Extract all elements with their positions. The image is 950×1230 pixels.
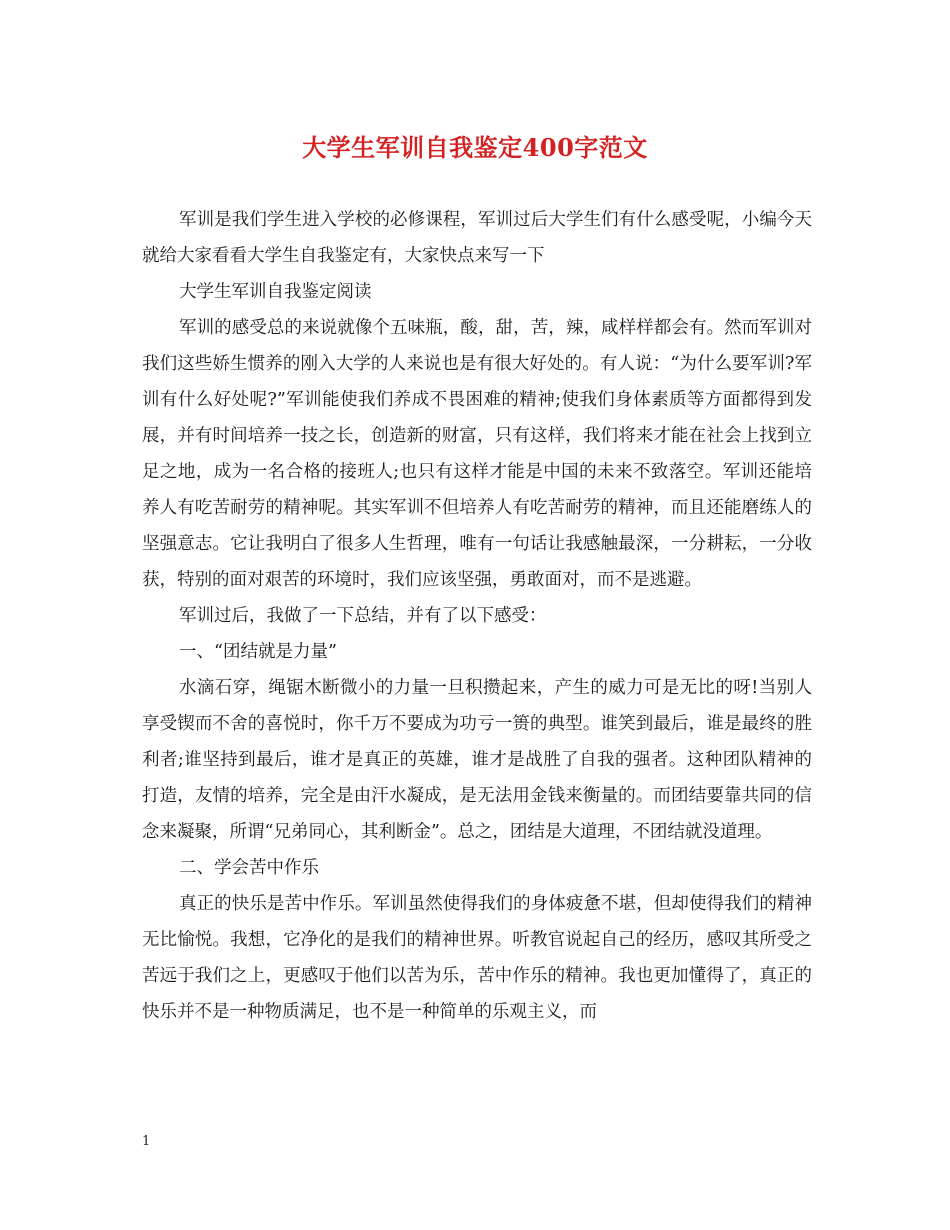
paragraph-intro: 军训是我们学生进入学校的必修课程，军训过后大学生们有什么感受呢，小编今天就给大家看看大学生自我鉴定有，大家快点来写一下 (142, 210, 812, 266)
paragraph-feelings: 军训的感受总的来说就像个五味瓶，酸，甜，苦，辣，咸样样都会有。然而军训对我们这些娇生惯养的刚入大学的人来说也是有很大好处的。有人说：“为什么要军训?军训有什么好处呢?”军训能使我们养成不畏困难的精神;使我们身体素质等方面都得到发展，并有时间培养一技之长，创造新的财富，只有这样，我们将来才能在社会上找到立足之地，成为一名合格的接班人;也只有这样才能是中国的未来不致落空。军训还能培养人有吃苦耐劳的精神呢。其实军训不但培养人有吃苦耐劳的精神，而且还能磨练人的坚强意志。它让我明白了很多人生哲理，唯有一句话让我感触最深，一分耕耘，一分收获，特别的面对艰苦的环境时，我们应该坚强，勇敢面对，而不是逃避。 (142, 318, 812, 590)
paragraph-summary: 军训过后，我做了一下总结，并有了以下感受： (179, 606, 547, 626)
document-title: 大学生军训自我鉴定400字范文 (302, 133, 648, 162)
document-body (142, 202, 812, 1030)
page-number: 1 (142, 1134, 151, 1149)
section-heading-unity: 一、“团结就是力量” (179, 642, 337, 662)
paragraph-unity: 水滴石穿，绳锯木断微小的力量一旦积攒起来，产生的威力可是无比的呀!当别人享受锲而不舍的喜悦时，你千万不要成为功亏一篑的典型。谁笑到最后，谁是最终的胜利者;谁坚持到最后，谁才是真正的英雄，谁才是战胜了自我的强者。这种团队精神的打造，友情的培养，完全是由汗水凝成，是无法用金钱来衡量的。而团结要靠共同的信念来凝聚，所谓“兄弟同心，其利断金”。总之，团结是大道理，不团结就没道理。 (142, 678, 812, 842)
section-heading-joy: 二、学会苦中作乐 (179, 858, 319, 878)
paragraph-joy: 真正的快乐是苦中作乐。军训虽然使得我们的身体疲惫不堪，但却使得我们的精神无比愉悦。我想，它净化的是我们的精神世界。听教官说起自己的经历，感叹其所受之苦远于我们之上，更感叹于他们以苦为乐，苦中作乐的精神。我也更加懂得了，真正的快乐并不是一种物质满足，也不是一种简单的乐观主义，而 (142, 894, 812, 1022)
paragraph-subheading: 大学生军训自我鉴定阅读 (179, 282, 372, 302)
